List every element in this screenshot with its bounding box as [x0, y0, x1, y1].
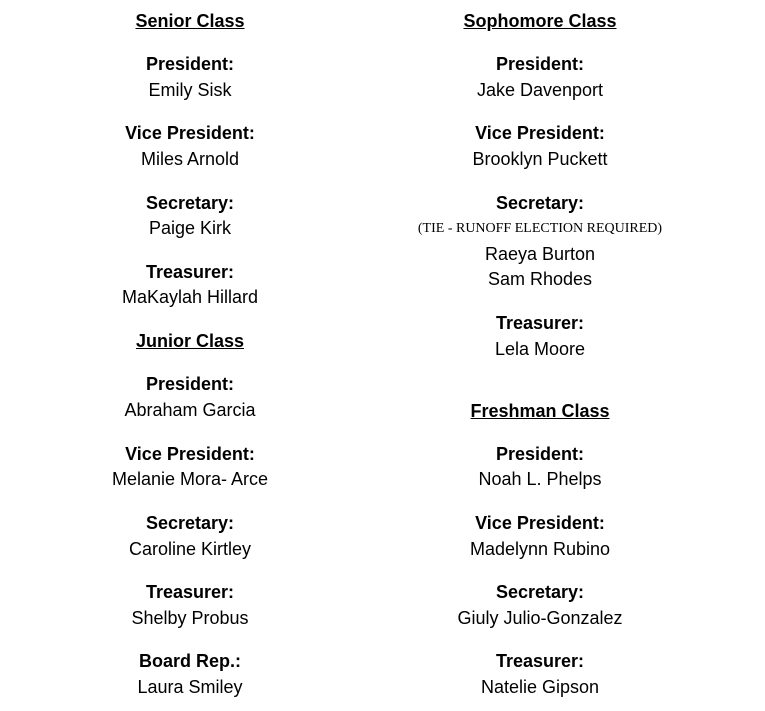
freshman-vp-label: Vice President: — [475, 513, 605, 533]
junior-secretary-label: Secretary: — [145, 513, 235, 533]
junior-president-label: President: — [145, 374, 235, 394]
senior-vp-label: Vice President: — [125, 123, 255, 143]
freshman-vp-name: Madelynn Rubino — [469, 539, 611, 559]
freshman-class-heading: Freshman Class — [470, 401, 610, 421]
freshman-secretary-label: Secretary: — [495, 582, 585, 602]
junior-board-rep-name: Laura Smiley — [137, 677, 243, 697]
sophomore-class-heading: Sophomore Class — [463, 11, 617, 31]
senior-secretary-name: Paige Kirk — [148, 218, 232, 238]
freshman-secretary-name: Giuly Julio-Gonzalez — [457, 608, 623, 628]
senior-treasurer-label: Treasurer: — [145, 262, 235, 282]
junior-board-rep-label: Board Rep.: — [138, 651, 241, 671]
sophomore-secretary-candidate-2: Sam Rhodes — [487, 269, 593, 289]
sophomore-secretary-label: Secretary: — [495, 193, 585, 213]
sophomore-secretary-candidate-1: Raeya Burton — [484, 244, 596, 264]
sophomore-treasurer-label: Treasurer: — [495, 313, 585, 333]
junior-president-name: Abraham Garcia — [124, 400, 256, 420]
junior-secretary-name: Caroline Kirtley — [128, 539, 252, 559]
sophomore-treasurer-name: Lela Moore — [494, 339, 586, 359]
senior-vp-name: Miles Arnold — [140, 149, 240, 169]
junior-class-heading: Junior Class — [135, 331, 245, 351]
senior-president-name: Emily Sisk — [148, 80, 232, 100]
sophomore-vp-label: Vice President: — [475, 123, 605, 143]
junior-treasurer-name: Shelby Probus — [131, 608, 249, 628]
freshman-treasurer-name: Natelie Gipson — [480, 677, 600, 697]
sophomore-president-label: President: — [495, 54, 585, 74]
runoff-election-note: (TIE - RUNOFF ELECTION REQUIRED) — [417, 221, 663, 236]
junior-vp-label: Vice President: — [125, 444, 255, 464]
freshman-president-name: Noah L. Phelps — [478, 469, 602, 489]
senior-president-label: President: — [145, 54, 235, 74]
senior-treasurer-name: MaKaylah Hillard — [121, 287, 259, 307]
senior-secretary-label: Secretary: — [145, 193, 235, 213]
sophomore-president-name: Jake Davenport — [476, 80, 604, 100]
freshman-treasurer-label: Treasurer: — [495, 651, 585, 671]
sophomore-vp-name: Brooklyn Puckett — [472, 149, 608, 169]
senior-class-heading: Senior Class — [135, 11, 245, 31]
freshman-president-label: President: — [495, 444, 585, 464]
junior-treasurer-label: Treasurer: — [145, 582, 235, 602]
junior-vp-name: Melanie Mora- Arce — [111, 469, 269, 489]
